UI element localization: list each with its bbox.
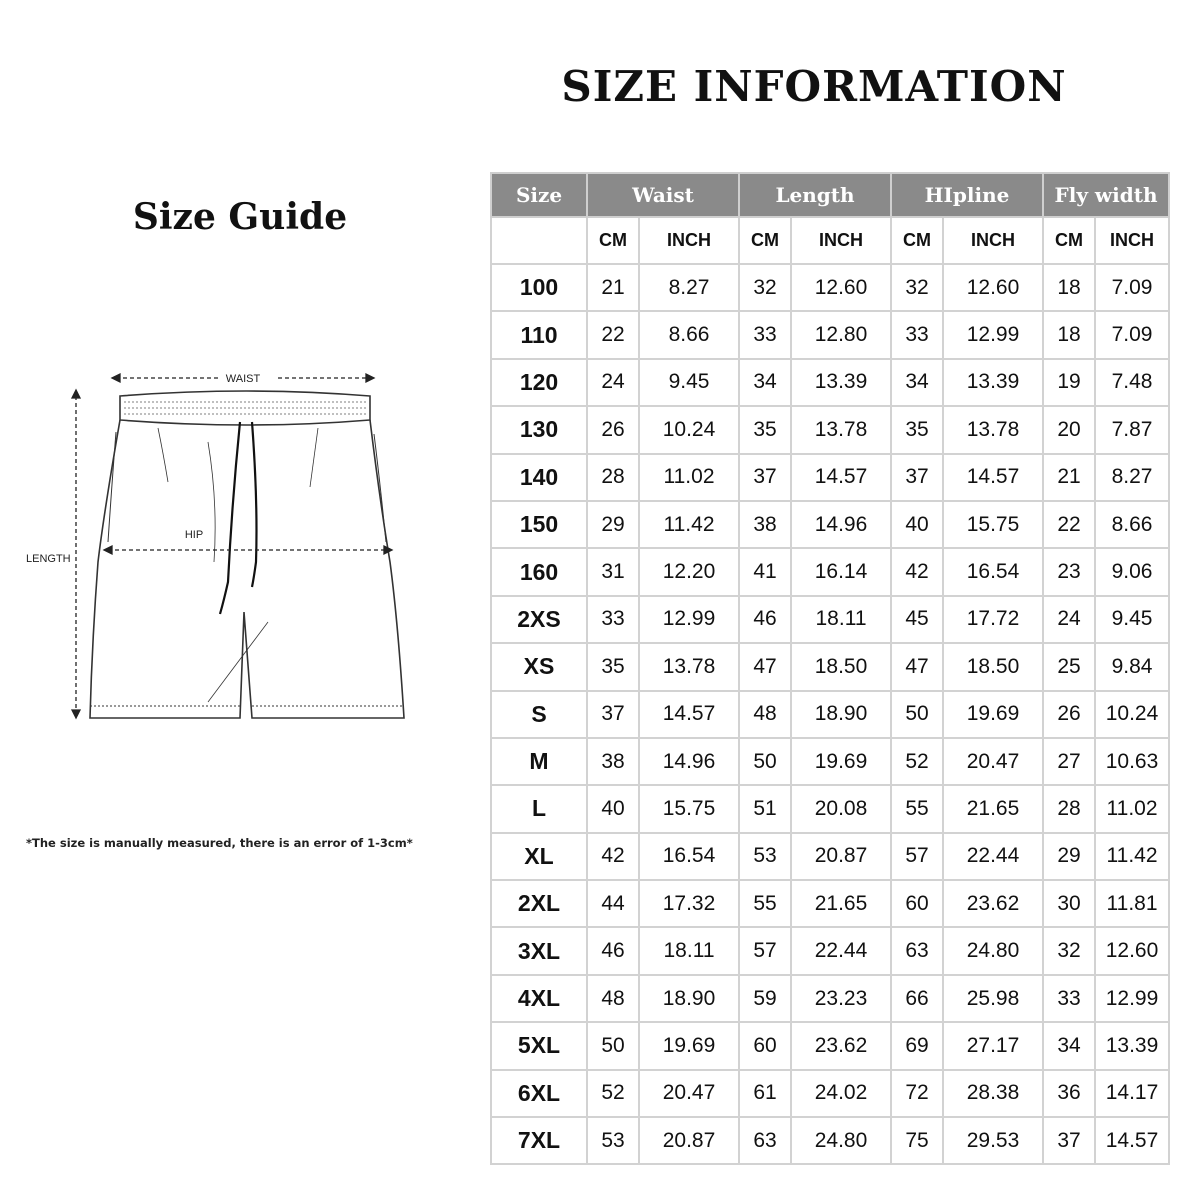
measurement-cell: 24.80 <box>791 1117 891 1164</box>
table-row <box>491 927 1169 974</box>
table-row <box>491 1022 1169 1069</box>
measurement-cell: 53 <box>739 833 791 880</box>
unit-header-cell: CM <box>891 217 943 264</box>
unit-header-cell: INCH <box>791 217 891 264</box>
measurement-cell: 35 <box>587 643 639 690</box>
table-row <box>491 501 1169 548</box>
measurement-cell: 20.08 <box>791 785 891 832</box>
measurement-cell: 50 <box>739 738 791 785</box>
table-row <box>491 454 1169 501</box>
measurement-cell: 18.50 <box>943 643 1043 690</box>
measurement-cell: 7.09 <box>1095 264 1169 311</box>
measurement-cell: 72 <box>891 1070 943 1117</box>
measurement-cell: 45 <box>891 596 943 643</box>
measurement-cell: 57 <box>739 927 791 974</box>
measurement-cell: 7.09 <box>1095 311 1169 358</box>
measurement-cell: 15.75 <box>639 785 739 832</box>
measurement-cell: 47 <box>739 643 791 690</box>
measurement-cell: 37 <box>891 454 943 501</box>
measurement-cell: 23.62 <box>791 1022 891 1069</box>
size-cell: 140 <box>491 454 587 501</box>
measurement-cell: 12.80 <box>791 311 891 358</box>
size-cell: 2XS <box>491 596 587 643</box>
unit-header-cell: INCH <box>639 217 739 264</box>
measurement-cell: 61 <box>739 1070 791 1117</box>
measurement-cell: 33 <box>739 311 791 358</box>
measurement-cell: 18.11 <box>639 927 739 974</box>
table-row <box>491 785 1169 832</box>
table-row <box>491 880 1169 927</box>
size-guide-title: Size Guide <box>132 196 348 238</box>
measurement-cell: 28 <box>587 454 639 501</box>
measurement-cell: 33 <box>1043 975 1095 1022</box>
header-waist: Waist <box>587 173 739 217</box>
measurement-cell: 17.32 <box>639 880 739 927</box>
measurement-cell: 55 <box>739 880 791 927</box>
measurement-cell: 29 <box>587 501 639 548</box>
size-cell: XL <box>491 833 587 880</box>
measurement-cell: 10.24 <box>639 406 739 453</box>
measurement-cell: 23.23 <box>791 975 891 1022</box>
measurement-cell: 14.57 <box>639 691 739 738</box>
measurement-cell: 18 <box>1043 264 1095 311</box>
measurement-cell: 9.84 <box>1095 643 1169 690</box>
measurement-cell: 12.60 <box>943 264 1043 311</box>
measurement-cell: 27.17 <box>943 1022 1043 1069</box>
measurement-cell: 25.98 <box>943 975 1043 1022</box>
measurement-cell: 24.02 <box>791 1070 891 1117</box>
measurement-cell: 8.27 <box>639 264 739 311</box>
table-row <box>491 1117 1169 1164</box>
size-cell: 110 <box>491 311 587 358</box>
measurement-cell: 13.39 <box>791 359 891 406</box>
table-row <box>491 738 1169 785</box>
table-unit-header <box>491 217 1169 264</box>
measurement-cell: 26 <box>1043 691 1095 738</box>
measurement-cell: 20.47 <box>639 1070 739 1117</box>
measurement-cell: 18.90 <box>639 975 739 1022</box>
measurement-cell: 51 <box>739 785 791 832</box>
measurement-cell: 19 <box>1043 359 1095 406</box>
measurement-cell: 34 <box>891 359 943 406</box>
measurement-cell: 46 <box>739 596 791 643</box>
waistband-texture <box>124 402 366 414</box>
measurement-cell: 11.81 <box>1095 880 1169 927</box>
shorts-outline <box>90 391 404 718</box>
measurement-cell: 18 <box>1043 311 1095 358</box>
size-cell: 2XL <box>491 880 587 927</box>
measurement-cell: 50 <box>587 1022 639 1069</box>
measurement-cell: 46 <box>587 927 639 974</box>
measurement-cell: 21 <box>587 264 639 311</box>
size-cell: M <box>491 738 587 785</box>
unit-header-cell: INCH <box>943 217 1043 264</box>
measurement-cell: 12.20 <box>639 548 739 595</box>
size-cell: 3XL <box>491 927 587 974</box>
measurement-cell: 9.45 <box>639 359 739 406</box>
measurement-cell: 44 <box>587 880 639 927</box>
measurement-cell: 48 <box>739 691 791 738</box>
measurement-cell: 16.14 <box>791 548 891 595</box>
measurement-cell: 11.02 <box>1095 785 1169 832</box>
measurement-cell: 37 <box>587 691 639 738</box>
measurement-cell: 37 <box>739 454 791 501</box>
measurement-cell: 24.80 <box>943 927 1043 974</box>
size-cell: 160 <box>491 548 587 595</box>
hip-arrow <box>104 546 392 554</box>
measurement-cell: 24 <box>1043 596 1095 643</box>
header-hipline: HIpline <box>891 173 1043 217</box>
measurement-cell: 11.42 <box>1095 833 1169 880</box>
measurement-cell: 42 <box>587 833 639 880</box>
measurement-cell: 36 <box>1043 1070 1095 1117</box>
measurement-cell: 18.50 <box>791 643 891 690</box>
measurement-cell: 53 <box>587 1117 639 1164</box>
measurement-cell: 42 <box>891 548 943 595</box>
measurement-cell: 32 <box>891 264 943 311</box>
measurement-cell: 60 <box>739 1022 791 1069</box>
table-row <box>491 406 1169 453</box>
measurement-cell: 34 <box>739 359 791 406</box>
size-cell: 7XL <box>491 1117 587 1164</box>
size-cell: 100 <box>491 264 587 311</box>
measurement-cell: 63 <box>891 927 943 974</box>
measurement-cell: 9.06 <box>1095 548 1169 595</box>
measurement-cell: 66 <box>891 975 943 1022</box>
measurement-cell: 38 <box>587 738 639 785</box>
measurement-cell: 20.87 <box>639 1117 739 1164</box>
measurement-cell: 7.48 <box>1095 359 1169 406</box>
measurement-cell: 50 <box>891 691 943 738</box>
measurement-cell: 20.87 <box>791 833 891 880</box>
measurement-cell: 38 <box>739 501 791 548</box>
measurement-cell: 12.99 <box>943 311 1043 358</box>
measurement-cell: 15.75 <box>943 501 1043 548</box>
measurement-cell: 19.69 <box>639 1022 739 1069</box>
measurement-cell: 59 <box>739 975 791 1022</box>
measurement-cell: 8.66 <box>1095 501 1169 548</box>
size-cell: 150 <box>491 501 587 548</box>
measurement-cell: 13.78 <box>639 643 739 690</box>
measurement-cell: 12.60 <box>791 264 891 311</box>
measurement-cell: 14.17 <box>1095 1070 1169 1117</box>
measurement-cell: 18.90 <box>791 691 891 738</box>
measurement-cell: 21.65 <box>791 880 891 927</box>
measurement-cell: 14.96 <box>639 738 739 785</box>
measurement-cell: 20 <box>1043 406 1095 453</box>
measurement-cell: 28 <box>1043 785 1095 832</box>
measurement-cell: 37 <box>1043 1117 1095 1164</box>
measurement-cell: 40 <box>891 501 943 548</box>
page-title: SIZE INFORMATION <box>561 62 1067 111</box>
header-size: Size <box>491 173 587 217</box>
measurement-cell: 41 <box>739 548 791 595</box>
measurement-cell: 9.45 <box>1095 596 1169 643</box>
measurement-cell: 19.69 <box>791 738 891 785</box>
measurement-cell: 14.57 <box>943 454 1043 501</box>
table-row <box>491 596 1169 643</box>
measurement-cell: 8.27 <box>1095 454 1169 501</box>
unit-header-cell <box>491 217 587 264</box>
unit-header-cell: INCH <box>1095 217 1169 264</box>
size-table <box>490 172 1170 1165</box>
shorts-diagram <box>18 362 418 732</box>
size-cell: 6XL <box>491 1070 587 1117</box>
measurement-cell: 32 <box>739 264 791 311</box>
measurement-cell: 48 <box>587 975 639 1022</box>
measurement-cell: 22.44 <box>791 927 891 974</box>
measurement-cell: 10.63 <box>1095 738 1169 785</box>
size-cell: 5XL <box>491 1022 587 1069</box>
measurement-cell: 55 <box>891 785 943 832</box>
measurement-cell: 75 <box>891 1117 943 1164</box>
unit-header-cell: CM <box>587 217 639 264</box>
measurement-cell: 33 <box>891 311 943 358</box>
size-cell: S <box>491 691 587 738</box>
measurement-cell: 7.87 <box>1095 406 1169 453</box>
measurement-cell: 25 <box>1043 643 1095 690</box>
measurement-cell: 22 <box>1043 501 1095 548</box>
header-fly-width: Fly width <box>1043 173 1169 217</box>
measurement-cell: 23 <box>1043 548 1095 595</box>
measurement-cell: 26 <box>587 406 639 453</box>
table-row <box>491 833 1169 880</box>
measurement-cell: 35 <box>891 406 943 453</box>
measurement-cell: 21 <box>1043 454 1095 501</box>
unit-header-cell: CM <box>739 217 791 264</box>
measurement-note: *The size is manually measured, there is an error of 1-3cm* <box>26 836 413 850</box>
measurement-cell: 35 <box>739 406 791 453</box>
measurement-cell: 29.53 <box>943 1117 1043 1164</box>
table-row <box>491 691 1169 738</box>
measurement-cell: 11.02 <box>639 454 739 501</box>
measurement-cell: 18.11 <box>791 596 891 643</box>
table-group-header <box>491 173 1169 217</box>
measurement-cell: 52 <box>587 1070 639 1117</box>
measurement-cell: 40 <box>587 785 639 832</box>
measurement-cell: 69 <box>891 1022 943 1069</box>
header-length: Length <box>739 173 891 217</box>
length-arrow <box>72 390 80 718</box>
measurement-cell: 57 <box>891 833 943 880</box>
size-cell: L <box>491 785 587 832</box>
measurement-cell: 30 <box>1043 880 1095 927</box>
measurement-cell: 12.99 <box>1095 975 1169 1022</box>
table-row <box>491 359 1169 406</box>
measurement-cell: 29 <box>1043 833 1095 880</box>
measurement-cell: 11.42 <box>639 501 739 548</box>
measurement-cell: 31 <box>587 548 639 595</box>
hip-label: HIP <box>184 529 204 541</box>
table-row <box>491 643 1169 690</box>
measurement-cell: 14.57 <box>1095 1117 1169 1164</box>
measurement-cell: 13.78 <box>791 406 891 453</box>
drawstrings <box>220 422 257 614</box>
measurement-cell: 22.44 <box>943 833 1043 880</box>
measurement-cell: 22 <box>587 311 639 358</box>
size-cell: 130 <box>491 406 587 453</box>
measurement-cell: 14.96 <box>791 501 891 548</box>
measurement-cell: 47 <box>891 643 943 690</box>
measurement-cell: 13.78 <box>943 406 1043 453</box>
measurement-cell: 32 <box>1043 927 1095 974</box>
measurement-cell: 16.54 <box>943 548 1043 595</box>
measurement-cell: 8.66 <box>639 311 739 358</box>
measurement-cell: 17.72 <box>943 596 1043 643</box>
measurement-cell: 28.38 <box>943 1070 1043 1117</box>
measurement-cell: 13.39 <box>943 359 1043 406</box>
measurement-cell: 13.39 <box>1095 1022 1169 1069</box>
measurement-cell: 27 <box>1043 738 1095 785</box>
unit-header-cell: CM <box>1043 217 1095 264</box>
table-row <box>491 264 1169 311</box>
measurement-cell: 19.69 <box>943 691 1043 738</box>
length-label: LENGTH <box>26 553 71 565</box>
table-row <box>491 311 1169 358</box>
table-row <box>491 1070 1169 1117</box>
measurement-cell: 24 <box>587 359 639 406</box>
measurement-cell: 16.54 <box>639 833 739 880</box>
measurement-cell: 14.57 <box>791 454 891 501</box>
waist-label: WAIST <box>225 373 261 385</box>
measurement-cell: 63 <box>739 1117 791 1164</box>
measurement-cell: 52 <box>891 738 943 785</box>
measurement-cell: 23.62 <box>943 880 1043 927</box>
table-row <box>491 975 1169 1022</box>
measurement-cell: 21.65 <box>943 785 1043 832</box>
measurement-cell: 12.99 <box>639 596 739 643</box>
measurement-cell: 33 <box>587 596 639 643</box>
measurement-cell: 34 <box>1043 1022 1095 1069</box>
measurement-cell: 10.24 <box>1095 691 1169 738</box>
size-cell: 120 <box>491 359 587 406</box>
size-cell: 4XL <box>491 975 587 1022</box>
measurement-cell: 12.60 <box>1095 927 1169 974</box>
size-cell: XS <box>491 643 587 690</box>
measurement-cell: 60 <box>891 880 943 927</box>
table-row <box>491 548 1169 595</box>
measurement-cell: 20.47 <box>943 738 1043 785</box>
